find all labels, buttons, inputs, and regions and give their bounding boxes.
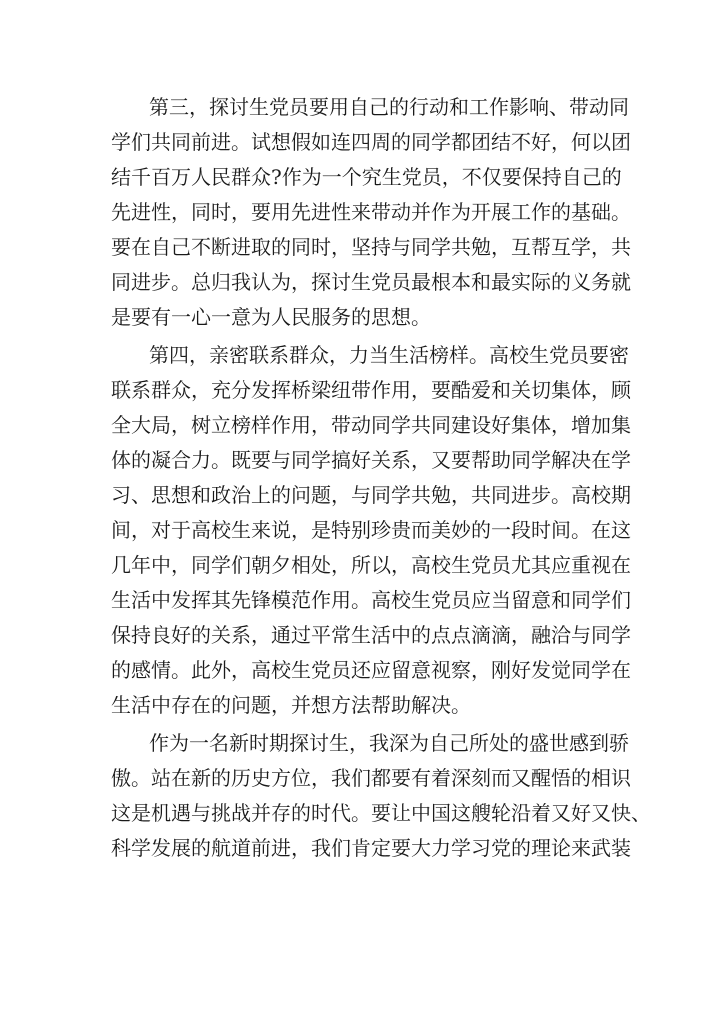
text-line: 全大局，树立榜样作用，带动同学共同建设好集体，增加集 [111,413,631,437]
text-line: 的感情。此外，高校生党员还应留意视察，刚好发觉同学在 [111,658,631,682]
text-line: 生活中存在的问题，并想方法帮助解决。 [111,693,471,717]
text-line: 科学发展的航道前进，我们肯定要大力学习党的理论来武装 [111,836,631,860]
text-line: 先进性，同时，要用先进性来带动并作为开展工作的基础。 [111,200,631,224]
text-line: 要在自己不断进取的同时，坚持与同学共勉，互帮互学，共 [111,235,631,259]
text-line: 是要有一心一意为人民服务的思想。 [111,305,431,329]
document-body [111,90,651,869]
text-line: 生活中发挥其先锋模范作用。高校生党员应当留意和同学们 [111,588,631,612]
text-line: 间，对于高校生来说，是特别珍贵而美妙的一段时间。在这 [111,518,631,542]
text-line: 联系群众，充分发挥桥梁纽带作用，要酷爱和关切集体，顾 [111,378,631,402]
text-line: 第三，探讨生党员要用自己的行动和工作影响、带动同 [149,95,629,119]
paragraph-fourth-point [111,338,631,723]
text-line: 习、思想和政治上的问题，与同学共勉，共同进步。高校期 [111,483,631,507]
text-line: 学们共同前进。试想假如连四周的同学都团结不好，何以团 [111,130,631,154]
text-line: 体的凝合力。既要与同学搞好关系，又要帮助同学解决在学 [111,448,631,472]
text-line: 结千百万人民群众?作为一个究生党员，不仅要保持自己的 [111,165,622,189]
text-line: 同进步。总归我认为，探讨生党员最根本和最实际的义务就 [111,270,631,294]
text-line: 保持良好的关系，通过平常生活中的点点滴滴，融洽与同学 [111,623,631,647]
text-line: 作为一名新时期探讨生，我深为自己所处的盛世感到骄 [149,731,629,755]
text-line: 第四，亲密联系群众，力当生活榜样。高校生党员要密 [149,343,629,367]
text-line: 傲。站在新的历史方位，我们都要有着深刻而又醒悟的相识 [111,766,631,790]
text-line: 这是机遇与挑战并存的时代。要让中国这艘轮沿着又好又快、 [111,801,651,825]
paragraph-conclusion [111,726,651,866]
paragraph-third-point [111,90,631,335]
text-line: 几年中，同学们朝夕相处，所以，高校生党员尤其应重视在 [111,553,631,577]
